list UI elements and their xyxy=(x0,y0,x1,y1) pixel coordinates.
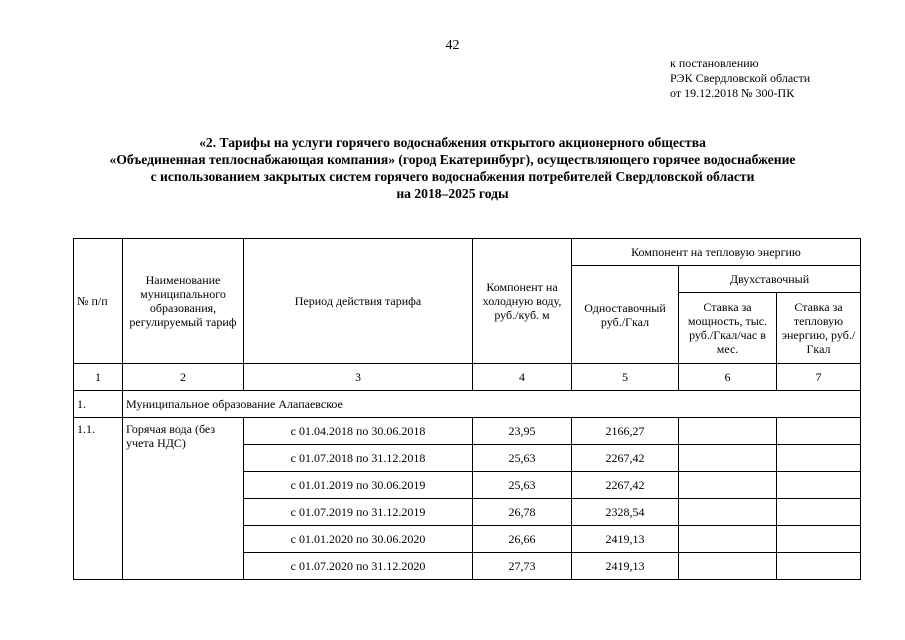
single-rate-cell: 2328,54 xyxy=(572,499,679,526)
column-number-row xyxy=(74,364,861,391)
period-cell: с 01.07.2020 по 31.12.2020 xyxy=(244,553,473,580)
table-row xyxy=(74,418,861,445)
period-cell: с 01.01.2020 по 30.06.2020 xyxy=(244,526,473,553)
header-row-1 xyxy=(74,239,861,266)
header-energy-rate: Ставка за тепловую энергию, руб./Гкал xyxy=(777,293,861,364)
period-cell: с 01.07.2019 по 31.12.2019 xyxy=(244,499,473,526)
column-number: 2 xyxy=(123,364,244,391)
single-rate-cell: 2267,42 xyxy=(572,472,679,499)
page-number: 42 xyxy=(445,38,460,53)
item-name: Горячая вода (без учета НДС) xyxy=(123,418,244,580)
energy-rate-cell xyxy=(777,418,861,445)
header-cold-water: Компонент на холодную воду, руб./куб. м xyxy=(473,239,572,364)
single-rate-cell: 2419,13 xyxy=(572,553,679,580)
header-municipality: Наименование муниципального образования, регулируемый тариф xyxy=(123,239,244,364)
capacity-rate-cell xyxy=(679,499,777,526)
header-two-rate: Двухставочный xyxy=(679,266,861,293)
capacity-rate-cell xyxy=(679,553,777,580)
title-line-3: с использованием закрытых систем горячего водоснабжения потребителей Свердловской области xyxy=(150,169,755,184)
capacity-rate-cell xyxy=(679,445,777,472)
energy-rate-cell xyxy=(777,445,861,472)
header-single-rate: Одноставочный руб./Гкал xyxy=(572,266,679,364)
energy-rate-cell xyxy=(777,499,861,526)
section-name: Муниципальное образование Алапаевское xyxy=(123,391,861,418)
energy-rate-cell xyxy=(777,526,861,553)
period-cell: с 01.07.2018 по 31.12.2018 xyxy=(244,445,473,472)
cold-water-cell: 26,66 xyxy=(473,526,572,553)
cold-water-cell: 25,63 xyxy=(473,445,572,472)
item-number: 1.1. xyxy=(74,418,123,580)
column-number: 1 xyxy=(74,364,123,391)
capacity-rate-cell xyxy=(679,526,777,553)
title-line-4: на 2018–2025 годы xyxy=(396,186,509,201)
cold-water-cell: 23,95 xyxy=(473,418,572,445)
single-rate-cell: 2166,27 xyxy=(572,418,679,445)
header-no: № п/п xyxy=(74,239,123,364)
capacity-rate-cell xyxy=(679,418,777,445)
header-capacity-rate: Ставка за мощность, тыс. руб./Гкал/час в мес. xyxy=(679,293,777,364)
energy-rate-cell xyxy=(777,472,861,499)
title-line-2: «Объединенная теплоснабжающая компания» (город Екатеринбург), осуществляющего горячее водоснабжение xyxy=(109,152,796,167)
section-number: 1. xyxy=(74,391,123,418)
energy-rate-cell xyxy=(777,553,861,580)
column-number: 7 xyxy=(777,364,861,391)
column-number: 6 xyxy=(679,364,777,391)
appendix-line-2: РЭК Свердловской области xyxy=(670,71,811,85)
period-cell: с 01.04.2018 по 30.06.2018 xyxy=(244,418,473,445)
column-number: 5 xyxy=(572,364,679,391)
header-heat-component: Компонент на тепловую энергию xyxy=(572,239,861,266)
document-title xyxy=(0,134,905,202)
period-cell: с 01.01.2019 по 30.06.2019 xyxy=(244,472,473,499)
tariff-table xyxy=(73,238,861,580)
cold-water-cell: 25,63 xyxy=(473,472,572,499)
cold-water-cell: 27,73 xyxy=(473,553,572,580)
cold-water-cell: 26,78 xyxy=(473,499,572,526)
capacity-rate-cell xyxy=(679,472,777,499)
column-number: 3 xyxy=(244,364,473,391)
single-rate-cell: 2267,42 xyxy=(572,445,679,472)
title-line-1: «2. Тарифы на услуги горячего водоснабжения открытого акционерного общества xyxy=(199,135,706,150)
header-period: Период действия тарифа xyxy=(244,239,473,364)
appendix-reference xyxy=(670,56,810,101)
column-number: 4 xyxy=(473,364,572,391)
appendix-line-3: от 19.12.2018 № 300-ПК xyxy=(670,86,795,100)
appendix-line-1: к постановлению xyxy=(670,56,759,70)
single-rate-cell: 2419,13 xyxy=(572,526,679,553)
section-row xyxy=(74,391,861,418)
